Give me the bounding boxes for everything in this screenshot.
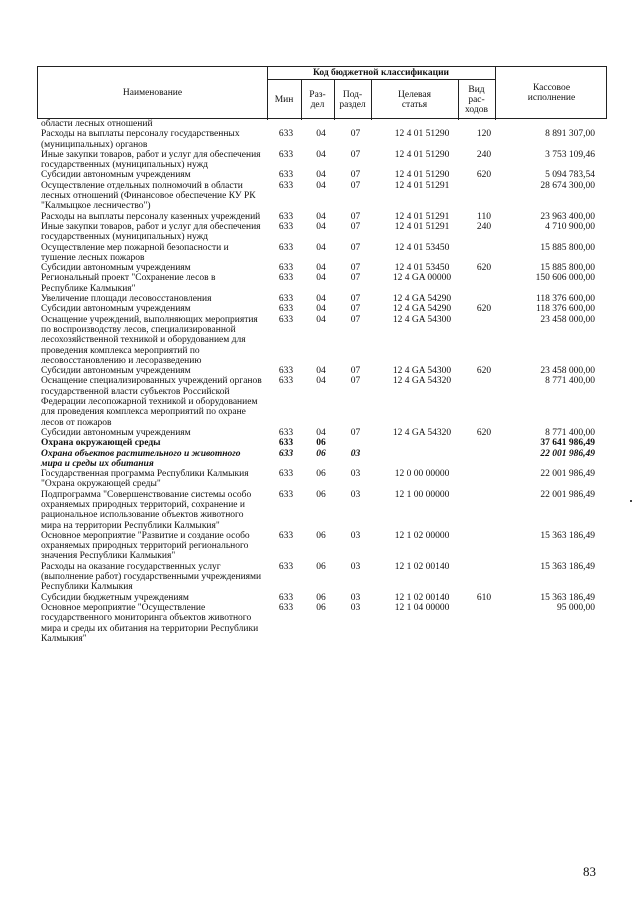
row-pr: 07 bbox=[350, 180, 361, 191]
header-group-title: Код бюджетной классификации bbox=[312, 68, 450, 78]
row-cs: 12 4 GA 54320 bbox=[392, 427, 452, 438]
table-row bbox=[37, 469, 607, 490]
row-cs: 12 4 01 51290 bbox=[394, 129, 450, 140]
row-min: 633 bbox=[278, 221, 294, 232]
row-sum: 15 363 186,49 bbox=[540, 530, 595, 541]
header-min: Мин bbox=[274, 95, 294, 105]
row-cs: 12 4 01 51291 bbox=[394, 211, 450, 222]
row-min: 633 bbox=[278, 304, 294, 315]
row-name: Государственная программа Республики Калмыкия "Охрана окружающей среды" bbox=[41, 469, 249, 490]
row-name: Расходы на оказание государственных услуг (выполнение работ) государственными учреждениями Республики Калмыкия bbox=[41, 561, 262, 593]
row-name: Оснащение учреждений, выполняющих мероприятия по воспроизводству лесов, специализированной лесохозяйственной техникой и оборудованием для проведения комплекса мероприятий по лесовосстановлению и лесоразведению bbox=[41, 314, 258, 366]
table-row bbox=[37, 294, 607, 304]
table-row bbox=[37, 490, 607, 531]
row-name: Расходы на выплаты персоналу казенных учреждений bbox=[41, 211, 261, 222]
row-r: 04 bbox=[316, 170, 326, 181]
row-r: 04 bbox=[316, 304, 326, 315]
header-target: Целевая статья bbox=[398, 90, 431, 110]
row-cs: 12 1 02 00140 bbox=[394, 561, 450, 572]
row-pr: 07 bbox=[350, 294, 361, 305]
row-pr: 07 bbox=[350, 149, 361, 160]
row-r: 06 bbox=[316, 530, 326, 541]
row-r: 06 bbox=[316, 489, 326, 500]
row-min: 633 bbox=[278, 314, 294, 325]
row-min: 633 bbox=[278, 263, 294, 274]
row-r: 04 bbox=[316, 242, 326, 253]
row-r: 04 bbox=[316, 366, 326, 377]
table-row bbox=[37, 304, 607, 314]
row-min: 633 bbox=[278, 170, 294, 181]
scan-speck bbox=[630, 500, 632, 502]
row-cs: 12 4 01 51291 bbox=[394, 180, 450, 191]
row-pr: 03 bbox=[350, 469, 361, 480]
row-name: Охрана объектов растительного и животного мира и среды их обитания bbox=[41, 448, 241, 469]
row-r: 04 bbox=[316, 129, 326, 140]
row-min: 633 bbox=[278, 602, 294, 613]
row-cs: 12 4 01 51291 bbox=[394, 221, 450, 232]
row-r: 04 bbox=[316, 180, 326, 191]
row-vr: 620 bbox=[476, 170, 492, 181]
row-cs: 12 1 00 00000 bbox=[394, 489, 450, 500]
row-vr: 620 bbox=[476, 304, 492, 315]
row-name: Осуществление мер пожарной безопасности и тушение лесных пожаров bbox=[41, 242, 229, 263]
row-cs: 12 1 04 00000 bbox=[394, 602, 450, 613]
row-r: 04 bbox=[316, 314, 326, 325]
row-sum: 8 891 307,00 bbox=[545, 129, 595, 140]
row-pr: 07 bbox=[350, 170, 361, 181]
row-pr: 07 bbox=[350, 314, 361, 325]
row-min: 633 bbox=[278, 376, 294, 387]
table-row bbox=[37, 150, 607, 171]
row-min: 633 bbox=[278, 273, 294, 284]
row-pr: 07 bbox=[350, 376, 361, 387]
row-vr: 120 bbox=[476, 129, 492, 140]
table-row bbox=[37, 212, 607, 222]
row-sum: 4 710 900,00 bbox=[545, 221, 595, 232]
header-podrazdel: Под- раздел bbox=[339, 90, 366, 110]
table-header bbox=[37, 66, 607, 119]
header-razdel: Раз- дел bbox=[309, 90, 326, 110]
row-pr: 07 bbox=[350, 304, 361, 315]
row-sum: 8 771 400,00 bbox=[545, 427, 595, 438]
row-r: 04 bbox=[316, 263, 326, 274]
row-vr: 240 bbox=[476, 221, 492, 232]
row-cs: 12 4 GA 00000 bbox=[392, 273, 452, 284]
row-min: 633 bbox=[278, 149, 294, 160]
row-vr: 110 bbox=[477, 211, 491, 222]
table-row bbox=[37, 376, 607, 427]
row-sum: 22 001 986,49 bbox=[540, 489, 595, 500]
table-row bbox=[37, 449, 607, 470]
header-name: Наименование bbox=[122, 87, 183, 98]
row-r: 04 bbox=[316, 427, 326, 438]
row-name: Субсидии бюджетным учреждениям bbox=[41, 592, 189, 603]
row-pr: 07 bbox=[350, 366, 361, 377]
row-cs: 12 4 GA 54300 bbox=[392, 366, 452, 377]
row-sum: 118 376 600,00 bbox=[535, 304, 595, 315]
row-pr: 03 bbox=[350, 489, 361, 500]
row-name: Основное мероприятие "Осуществление государственного мониторинга объектов животного мира и среды их обитания на территории Республики Калмыкия" bbox=[41, 602, 259, 644]
row-sum: 118 376 600,00 bbox=[535, 294, 595, 305]
row-pr: 07 bbox=[350, 129, 361, 140]
header-sum: Кассовое исполнение bbox=[527, 82, 576, 103]
row-sum: 22 001 986,49 bbox=[540, 469, 595, 480]
row-vr: 620 bbox=[476, 366, 492, 377]
row-name: Иные закупки товаров, работ и услуг для обеспечения государственных (муниципальных) нужд bbox=[41, 221, 261, 243]
row-r: 04 bbox=[316, 376, 326, 387]
row-cs: 12 4 GA 54320 bbox=[392, 376, 452, 387]
row-min: 633 bbox=[278, 427, 294, 438]
row-r: 04 bbox=[316, 211, 326, 222]
row-cs: 12 1 02 00000 bbox=[394, 530, 450, 541]
row-name: Охрана окружающей среды bbox=[41, 438, 161, 449]
row-r: 06 bbox=[316, 438, 326, 449]
row-r: 04 bbox=[316, 294, 326, 305]
row-min: 633 bbox=[278, 242, 294, 253]
row-name: Оснащение специализированных учреждений органов государственной власти субъектов Российской Федерации лесопожарной техникой и оборудованием для проведения комплекса мероприятий по охране лесов от пожаров bbox=[41, 376, 262, 428]
row-min: 633 bbox=[278, 530, 294, 541]
row-name: Субсидии автономным учреждениям bbox=[41, 427, 191, 438]
row-sum: 15 885 800,00 bbox=[540, 263, 595, 274]
row-sum: 23 458 000,00 bbox=[540, 314, 595, 325]
table-row bbox=[37, 273, 607, 294]
row-pr: 07 bbox=[350, 273, 361, 284]
row-cs: 12 4 GA 54290 bbox=[392, 304, 452, 315]
row-pr: 07 bbox=[350, 427, 361, 438]
row-cs: 12 4 01 53450 bbox=[394, 242, 450, 253]
row-vr: 620 bbox=[476, 263, 492, 274]
row-r: 06 bbox=[316, 561, 326, 572]
table-row bbox=[37, 438, 607, 448]
table-row bbox=[37, 315, 607, 366]
row-vr: 610 bbox=[476, 592, 492, 603]
row-sum: 15 885 800,00 bbox=[540, 242, 595, 253]
table-row bbox=[37, 428, 607, 438]
row-name: Региональный проект "Сохранение лесов в Республике Калмыкия" bbox=[41, 273, 216, 294]
row-r: 04 bbox=[316, 273, 326, 284]
table-row bbox=[37, 366, 607, 376]
table-row bbox=[37, 243, 607, 264]
row-cs: 12 4 01 51290 bbox=[394, 149, 450, 160]
row-pr: 03 bbox=[350, 530, 361, 541]
header-vid: Вид рас- ходов bbox=[465, 85, 488, 115]
row-cs: 12 4 01 53450 bbox=[394, 263, 450, 274]
row-sum: 37 641 986,49 bbox=[540, 438, 595, 449]
row-name: Субсидии автономным учреждениям bbox=[41, 366, 191, 377]
header-group bbox=[267, 67, 495, 120]
row-min: 633 bbox=[278, 561, 294, 572]
row-cs: 12 4 GA 54290 bbox=[392, 294, 452, 305]
row-cs: 12 1 02 00140 bbox=[394, 592, 450, 603]
row-sum: 15 363 186,49 bbox=[540, 561, 595, 572]
row-min: 633 bbox=[278, 448, 294, 459]
row-name: Субсидии автономным учреждениям bbox=[41, 170, 191, 181]
row-pr: 03 bbox=[350, 561, 361, 572]
row-min: 633 bbox=[278, 294, 294, 305]
table-row bbox=[37, 222, 607, 243]
row-vr: 240 bbox=[476, 149, 492, 160]
row-min: 633 bbox=[278, 489, 294, 500]
row-r: 06 bbox=[316, 469, 326, 480]
row-cs: 12 0 00 00000 bbox=[394, 469, 450, 480]
row-min: 633 bbox=[278, 592, 294, 603]
row-min: 633 bbox=[278, 366, 294, 377]
page-number: 83 bbox=[583, 864, 596, 879]
row-sum: 23 963 400,00 bbox=[540, 211, 595, 222]
row-name: Субсидии автономным учреждениям bbox=[41, 304, 191, 315]
row-min: 633 bbox=[278, 469, 294, 480]
row-pr: 07 bbox=[350, 263, 361, 274]
row-sum: 23 458 000,00 bbox=[540, 366, 595, 377]
row-name: области лесных отношений bbox=[41, 119, 153, 129]
table-row bbox=[37, 263, 607, 273]
row-sum: 3 753 109,46 bbox=[545, 149, 595, 160]
row-cs: 12 4 01 51290 bbox=[394, 170, 450, 181]
table-row bbox=[37, 531, 607, 562]
table-body bbox=[37, 119, 607, 644]
row-pr: 03 bbox=[350, 592, 361, 603]
row-min: 633 bbox=[278, 129, 294, 140]
row-name: Основное мероприятие "Развитие и создание особо охраняемых природных территорий регионального значения Республики Калмыкия" bbox=[41, 530, 250, 562]
row-sum: 28 674 300,00 bbox=[540, 180, 595, 191]
row-name: Подпрограмма "Совершенствование системы особо охраняемых природных территорий, сохранение и рациональное использование объектов животного мира на территории Республики Калмыкия" bbox=[41, 489, 252, 531]
table-row bbox=[37, 181, 607, 212]
row-name: Расходы на выплаты персоналу государственных (муниципальных) органов bbox=[41, 129, 240, 150]
row-r: 06 bbox=[316, 602, 326, 613]
row-vr: 620 bbox=[476, 427, 492, 438]
row-sum: 15 363 186,49 bbox=[540, 592, 595, 603]
row-name: Увеличение площади лесовосстановления bbox=[41, 294, 212, 305]
row-pr: 07 bbox=[350, 242, 361, 253]
table-row bbox=[37, 562, 607, 593]
row-pr: 07 bbox=[350, 221, 361, 232]
table-row bbox=[37, 129, 607, 150]
row-pr: 03 bbox=[350, 448, 361, 459]
table-row bbox=[37, 119, 607, 129]
row-name: Иные закупки товаров, работ и услуг для обеспечения государственных (муниципальных) нужд bbox=[41, 149, 261, 171]
row-name: Осуществление отдельных полномочий в области лесных отношений (Финансовое обеспечение КУ РК "Калмыцкое лесничество") bbox=[41, 180, 256, 212]
row-name: Субсидии автономным учреждениям bbox=[41, 263, 191, 274]
row-sum: 150 606 000,00 bbox=[535, 273, 595, 284]
row-min: 633 bbox=[278, 438, 294, 449]
row-sum: 8 771 400,00 bbox=[545, 376, 595, 387]
row-pr: 07 bbox=[350, 211, 361, 222]
row-sum: 5 094 783,54 bbox=[545, 170, 595, 181]
row-min: 633 bbox=[278, 180, 294, 191]
row-r: 04 bbox=[316, 149, 326, 160]
table-row bbox=[37, 603, 607, 644]
row-cs: 12 4 GA 54300 bbox=[392, 314, 452, 325]
table-row bbox=[37, 170, 607, 180]
row-r: 06 bbox=[316, 448, 326, 459]
row-min: 633 bbox=[278, 211, 294, 222]
row-r: 04 bbox=[316, 221, 326, 232]
row-sum: 95 000,00 bbox=[557, 602, 595, 613]
row-sum: 22 001 986,49 bbox=[540, 448, 595, 459]
row-r: 06 bbox=[316, 592, 326, 603]
row-pr: 03 bbox=[350, 602, 361, 613]
table-row bbox=[37, 593, 607, 603]
